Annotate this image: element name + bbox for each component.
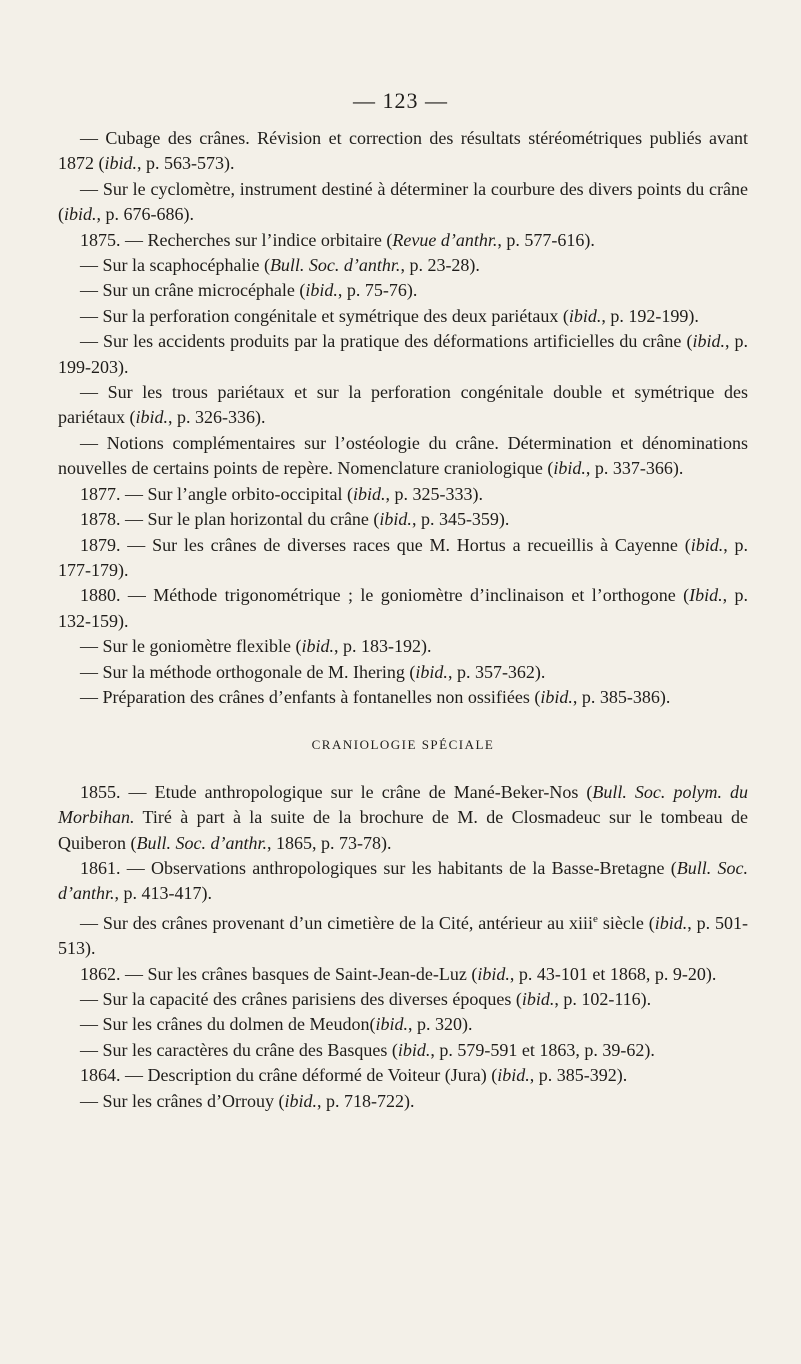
journal-reference: Revue d’anthr.: [392, 229, 498, 250]
bibliography-entry: [58, 533, 748, 584]
section-heading: CRANIOLOGIE SPÉCIALE: [311, 737, 495, 753]
bibliography-entry: [58, 1012, 748, 1037]
entry-text: , p. 75-76).: [337, 280, 418, 301]
entry-text: , p. 320).: [407, 1014, 473, 1035]
entry-text: 1875. — Recherches sur l’indice orbitaire (: [80, 229, 393, 250]
journal-reference: ibid.: [352, 483, 386, 504]
entry-text: — Sur les crânes d’Orrouy (: [80, 1090, 285, 1111]
entry-text: , p. 192-199).: [601, 305, 699, 326]
entry-text: , p. 199-203).: [58, 331, 749, 377]
entry-text: 1879. — Sur les crânes de diverses races que M. Hortus a recueillis à Cayenne (: [80, 534, 691, 555]
page-number: — 123 —: [353, 88, 448, 113]
entry-text: — Préparation des crânes d’enfants à fontanelles non ossifiées (: [80, 686, 541, 707]
journal-reference: ibid.: [553, 458, 586, 479]
journal-reference: ibid.: [568, 305, 602, 326]
bibliography-entry: [58, 907, 748, 962]
journal-reference: ibid.: [375, 1014, 408, 1035]
bibliography-entry: [58, 962, 748, 987]
journal-reference: Bull. Soc. d’anthr.: [58, 857, 748, 904]
bibliography-entry: [58, 685, 748, 710]
entry-text: — Sur les crânes du dolmen de Meudon(: [80, 1014, 376, 1035]
bibliography-entry: [58, 278, 748, 303]
entry-text: — Sur le goniomètre flexible (: [80, 636, 302, 657]
entry-text: — Cubage des crânes. Révision et correction des résultats stéréométriques publiés avant 1872 (: [58, 128, 748, 174]
journal-reference: ibid.: [521, 989, 555, 1009]
entry-text: Tiré à part à la suite de la brochure de M. de Closmadeuc sur le tombeau de Quiberon (: [58, 807, 748, 853]
bibliography-entry: [58, 1063, 748, 1088]
entry-text: — Sur la capacité des crânes parisiens des diverses époques (: [80, 989, 522, 1009]
entry-text: — Sur le cyclomètre, instrument destiné à déterminer la courbure des divers points du crâne (: [58, 178, 748, 225]
entry-text: — Sur les accidents produits par la pratique des déformations artificielles du crâne (: [80, 331, 693, 352]
entry-text: , p. 413-417).: [114, 883, 213, 904]
entry-text: , p. 102-116).: [554, 989, 652, 1009]
journal-reference: ibid.: [415, 661, 448, 682]
superscript: e: [593, 912, 598, 925]
bibliography-entry: [58, 253, 748, 278]
entry-text: , p. 183-192).: [333, 636, 432, 657]
bibliography-section-special: [58, 780, 748, 1114]
bibliography-entry: [58, 856, 748, 907]
entry-text: , p. 501-513).: [58, 912, 748, 959]
journal-reference: ibid.: [477, 963, 510, 984]
bibliography-entry: [58, 228, 748, 253]
entry-text: — Sur la méthode orthogonale de M. Ihering (: [80, 661, 416, 682]
bibliography-entry: [58, 1038, 748, 1063]
entry-text: — Sur un crâne microcéphale (: [80, 280, 306, 301]
entry-text: 1862. — Sur les crânes basques de Saint-Jean-de-Luz (: [80, 963, 478, 984]
entry-text: , p. 385-392).: [529, 1065, 628, 1086]
entry-text: , p. 718-722).: [316, 1090, 415, 1111]
entry-text: 1877. — Sur l’angle orbito-occipital (: [80, 483, 353, 504]
journal-reference: ibid.: [540, 686, 573, 707]
entry-text: , p. 676-686).: [96, 204, 195, 225]
entry-text: 1861. — Observations anthropologiques sur les habitants de la Basse-Bretagne (: [80, 857, 677, 878]
entry-text: , p. 325-333).: [385, 483, 483, 504]
bibliography-entry: [58, 431, 748, 482]
entry-text: 1878. — Sur le plan horizontal du crâne (: [80, 509, 380, 530]
entry-text: , 1865, p. 73-78).: [266, 832, 392, 853]
entry-text: , p. 23-28).: [400, 255, 480, 276]
entry-text: , p. 579-591 et 1863, p. 39-62).: [430, 1039, 655, 1060]
bibliography-entry: [58, 304, 748, 329]
bibliography-entry: [58, 329, 748, 380]
body-text: [58, 126, 748, 1114]
entry-text: , p. 385-386).: [572, 686, 671, 707]
entry-text: — Notions complémentaires sur l’ostéologie du crâne. Détermination et dénominations nouvelles de certains points de repère. Nomenclature craniologique (: [58, 432, 748, 479]
journal-reference: ibid.: [497, 1065, 530, 1086]
entry-text: — Sur les trous pariétaux et sur la perforation congénitale double et symétrique des pariétaux (: [58, 382, 748, 428]
entry-text: , p. 357-362).: [447, 661, 546, 682]
journal-reference: Ibid.: [689, 585, 723, 606]
journal-reference: ibid.: [104, 153, 138, 174]
journal-reference: ibid.: [305, 280, 338, 301]
journal-reference: ibid.: [397, 1039, 431, 1060]
entry-text: , p. 563-573).: [137, 153, 235, 174]
entry-text: , p. 337-366).: [585, 458, 684, 479]
bibliography-entry: [58, 1089, 748, 1114]
journal-reference: ibid.: [284, 1090, 317, 1111]
bibliography-entry: [58, 507, 748, 532]
journal-reference: ibid.: [654, 912, 688, 933]
entry-text: — Sur les caractères du crâne des Basques (: [80, 1039, 398, 1060]
entry-text: , p. 132-159).: [58, 585, 748, 631]
bibliography-entry: [58, 660, 748, 685]
journal-reference: ibid.: [690, 534, 724, 555]
bibliography-entry: [58, 177, 748, 228]
bibliography-entry: [58, 583, 748, 634]
entry-text: , p. 43-101 et 1868, p. 9-20).: [509, 963, 717, 984]
entry-text: , p. 577-616).: [497, 229, 595, 250]
bibliography-entry: [58, 987, 748, 1012]
journal-reference: Bull. Soc. d’anthr.: [136, 832, 267, 853]
bibliography-entry: [58, 634, 748, 659]
journal-reference: ibid.: [379, 509, 412, 530]
entry-text: siècle (: [597, 912, 655, 933]
entry-text: 1864. — Description du crâne déformé de Voiteur (Jura) (: [80, 1065, 498, 1086]
bibliography-entry: [58, 482, 748, 507]
bibliography-entry: [58, 126, 748, 177]
bibliography-entry: [58, 780, 748, 856]
entry-text: , p. 177-179).: [58, 534, 748, 580]
entry-text: 1855. — Etude anthropologique sur le crâne de Mané-Beker-Nos (: [80, 781, 593, 802]
journal-reference: Bull. Soc. d’anthr.: [269, 255, 401, 276]
entry-text: — Sur la perforation congénitale et symétrique des deux pariétaux (: [80, 305, 569, 326]
entry-text: — Sur la scaphocéphalie (: [80, 255, 270, 276]
entry-text: , p. 345-359).: [411, 509, 510, 530]
bibliography-entry: [58, 380, 748, 431]
entry-text: — Sur des crânes provenant d’un cimetière de la Cité, antérieur au xiii: [80, 912, 594, 933]
bibliography-section-general: [58, 126, 748, 710]
journal-reference: ibid.: [301, 636, 334, 657]
journal-reference: ibid.: [64, 204, 97, 225]
entry-text: , p. 326-336).: [167, 407, 266, 428]
entry-text: 1880. — Méthode trigonométrique ; le goniomètre d’inclinaison et l’orthogone (: [80, 585, 690, 606]
journal-reference: ibid.: [692, 331, 725, 352]
journal-reference: ibid.: [135, 407, 168, 428]
journal-reference: Bull. Soc. polym. du Morbihan.: [58, 781, 748, 828]
